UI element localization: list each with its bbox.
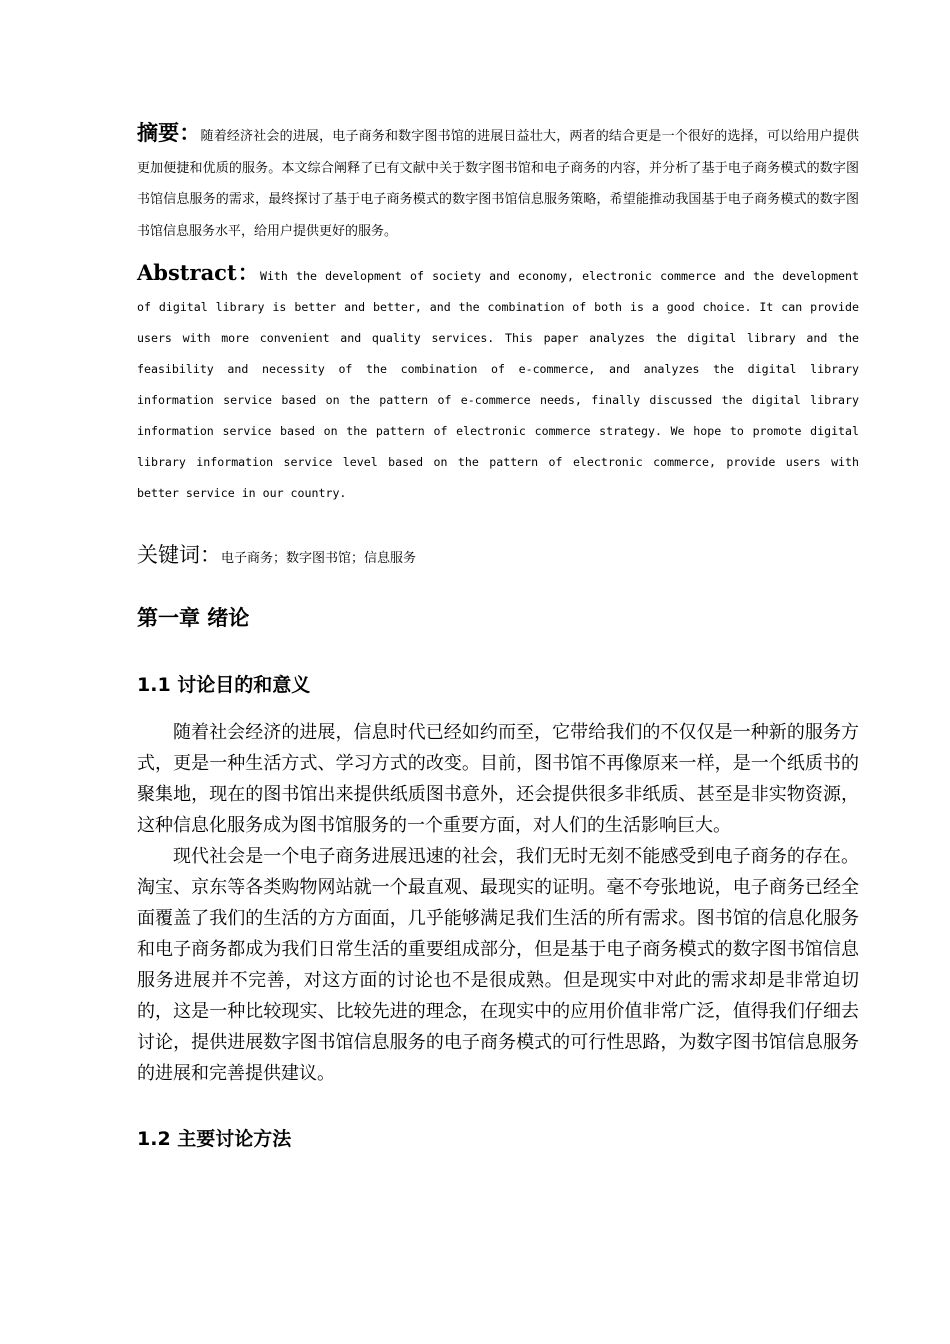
keywords	[137, 539, 859, 575]
document-page	[137, 118, 859, 1154]
body-paragraph: 现代社会是一个电子商务进展迅速的社会，我们无时无刻不能感受到电子商务的存在。淘宝、京东等各类购物网站就一个最直观、最现实的证明。毫不夸张地说，电子商务已经全面覆盖了我们的生活的方方面面，几乎能够满足我们生活的所有需求。图书馆的信息化服务和电子商务都成为我们日常生活的重要组成部分，但是基于电子商务模式的数字图书馆信息服务进展并不完善，对这方面的讨论也不是很成熟。但是现实中对此的需求却是非常迫切的，这是一种比较现实、比较先进的理念，在现实中的应用价值非常广泛，值得我们仔细去讨论，提供进展数字图书馆信息服务的电子商务模式的可行性思路，为数字图书馆信息服务的进展和完善提供建议。	[137, 846, 859, 1084]
section-title-1-1: 1.1 讨论目的和意义	[137, 674, 311, 696]
keywords-label: 关键词：	[137, 543, 221, 567]
chapter-title: 第一章 绪论	[137, 606, 250, 630]
body-paragraph: 随着社会经济的进展，信息时代已经如约而至，它带给我们的不仅仅是一种新的服务方式，更是一种生活方式、学习方式的改变。目前，图书馆不再像原来一样，是一个纸质书的聚集地，现在的图书馆出来提供纸质图书意外，还会提供很多非纸质、甚至是非实物资源，这种信息化服务成为图书馆服务的一个重要方面，对人们的生活影响巨大。	[137, 722, 859, 836]
abstract-zh-text: 随着经济社会的进展，电子商务和数字图书馆的进展日益壮大，两者的结合更是一个很好的选择，可以给用户提供更加便捷和优质的服务。本文综合阐释了已有文献中关于数字图书馆和电子商务的内容，并分析了基于电子商务模式的数字图书馆信息服务的需求，最终探讨了基于电子商务模式的数字图书馆信息服务策略，希望能推动我国基于电子商务模式的数字图书馆信息服务水平，给用户提供更好的服务。	[137, 129, 859, 239]
abstract-zh-label: 摘要：	[137, 121, 201, 145]
keywords-text: 电子商务；数字图书馆；信息服务	[221, 551, 417, 566]
abstract-en-label: Abstract：	[137, 260, 260, 285]
section-title-1-2: 1.2 主要讨论方法	[137, 1128, 292, 1150]
abstract-zh	[137, 118, 859, 247]
abstract-en-text: With the development of society and economy, electronic commerce and the development of digital library is better and better, and the combination of both is a good choice. It can provide users with more convenient and quality services. This paper analyzes the digital library and the feasibility and necessity of the combination of e-commerce, and analyzes the digital library information service based on the pattern of e-commerce needs, finally discussed the digital library information service based on the pattern of electronic commerce strategy. We hope to promote digital library information service level based on the pattern of electronic commerce, provide users with better service in our country.	[137, 269, 859, 500]
abstract-en	[137, 257, 859, 509]
